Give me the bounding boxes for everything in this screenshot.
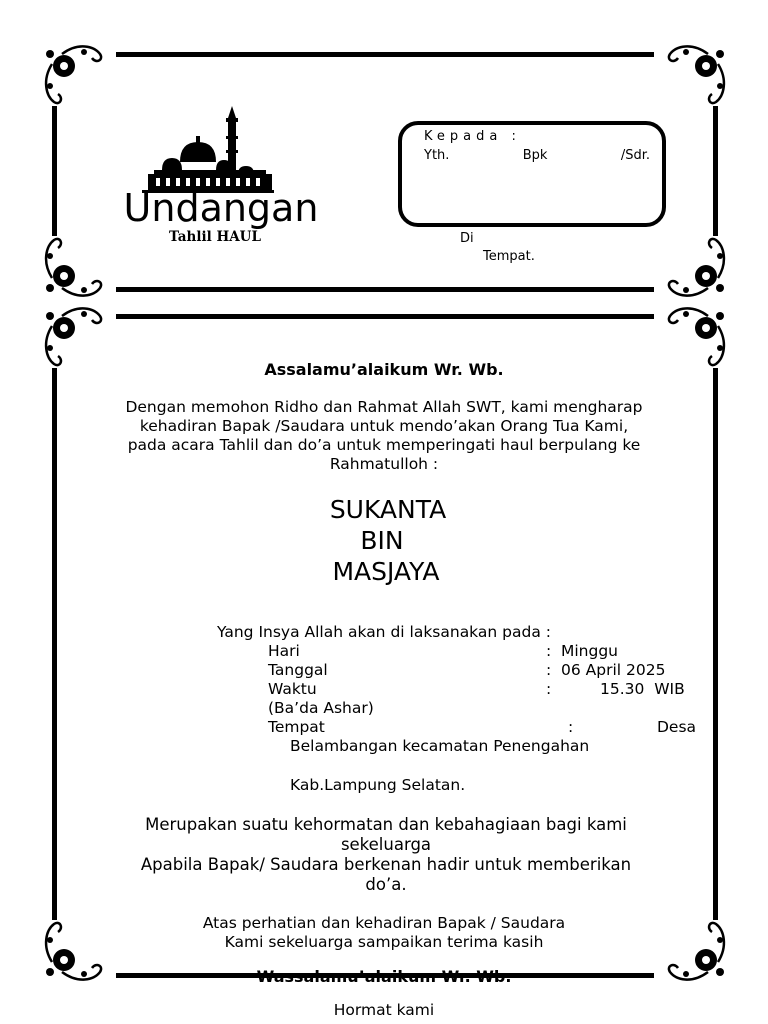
bpk-label: Bpk bbox=[522, 148, 548, 163]
floral-ornament-icon bbox=[654, 236, 732, 302]
schedule-intro: Yang Insya Allah akan di laksanakan pada : bbox=[217, 623, 551, 641]
yth-label: Yth. bbox=[424, 148, 450, 163]
closing-line: Apabila Bapak/ Saudara berkenan hadir untuk memberikan bbox=[140, 855, 632, 874]
sdr-label: /Sdr. bbox=[620, 148, 650, 163]
intro-line: Dengan memohon Ridho dan Rahmat Allah SWT, kami mengharap bbox=[125, 398, 643, 416]
tempat-value-kabupaten: Kab.Lampung Selatan. bbox=[290, 776, 466, 794]
hari-label: Hari bbox=[268, 642, 300, 660]
floral-ornament-icon bbox=[654, 302, 732, 368]
closing-line: do’a. bbox=[365, 875, 407, 894]
tempat-event-label: Tempat bbox=[268, 718, 325, 736]
tanggal-value: 06 April 2025 bbox=[561, 661, 666, 679]
closing-line: Merupakan suatu kehormatan dan kebahagiaan bagi kami bbox=[145, 815, 627, 834]
mosque-icon bbox=[140, 104, 274, 194]
tempat-value-kecamatan: Belambangan kecamatan Penengahan bbox=[290, 737, 590, 755]
tanggal-separator: : bbox=[546, 661, 552, 679]
deceased-name bbox=[288, 494, 488, 587]
floral-ornament-icon bbox=[38, 302, 116, 368]
thanks-line: Kami sekeluarga sampaikan terima kasih bbox=[224, 933, 544, 951]
intro-line: pada acara Tahlil dan do’a untuk memperingati haul berpulang ke bbox=[127, 436, 641, 454]
hari-separator: : bbox=[546, 642, 552, 660]
closing-greeting: Wassalamu’alaikum Wr. Wb. bbox=[256, 967, 512, 986]
closing-line: sekeluarga bbox=[340, 835, 432, 854]
floral-ornament-icon bbox=[38, 236, 116, 302]
hari-value: Minggu bbox=[561, 642, 619, 660]
intro-line: kehadiran Bapak /Saudara untuk mendo’akan Orang Tua Kami, bbox=[139, 417, 629, 435]
opening-greeting: Assalamu’alaikum Wr. Wb. bbox=[264, 360, 504, 379]
tempat-value-desa: Desa bbox=[657, 718, 697, 736]
thanks-paragraph bbox=[90, 914, 678, 952]
name-line: SUKANTA bbox=[329, 495, 447, 524]
waktu-note: (Ba’da Ashar) bbox=[268, 699, 374, 717]
name-line: BIN bbox=[360, 526, 404, 555]
closing-paragraph bbox=[80, 815, 692, 895]
tanggal-label: Tanggal bbox=[268, 661, 328, 679]
waktu-label: Waktu bbox=[268, 680, 317, 698]
floral-ornament-icon bbox=[654, 40, 732, 106]
recipient-salutation-row bbox=[424, 148, 650, 163]
name-line: MASJAYA bbox=[332, 557, 440, 586]
intro-paragraph bbox=[66, 398, 702, 474]
tempat-separator: : bbox=[568, 718, 574, 736]
waktu-value: 15.30 WIB bbox=[600, 680, 685, 698]
intro-line: Rahmatulloh : bbox=[329, 455, 439, 473]
waktu-separator: : bbox=[546, 680, 552, 698]
hormat-kami-label: Hormat kami bbox=[333, 1001, 435, 1019]
thanks-line: Atas perhatian dan kehadiran Bapak / Saudara bbox=[202, 914, 566, 932]
invitation-subtitle: Tahlil HAUL bbox=[169, 229, 261, 245]
invitation-title: Undangan bbox=[123, 186, 319, 230]
di-label: Di bbox=[460, 231, 474, 246]
floral-ornament-icon bbox=[38, 40, 116, 106]
kepada-label: Kepada : bbox=[424, 129, 521, 144]
tempat-label: Tempat. bbox=[483, 249, 535, 264]
